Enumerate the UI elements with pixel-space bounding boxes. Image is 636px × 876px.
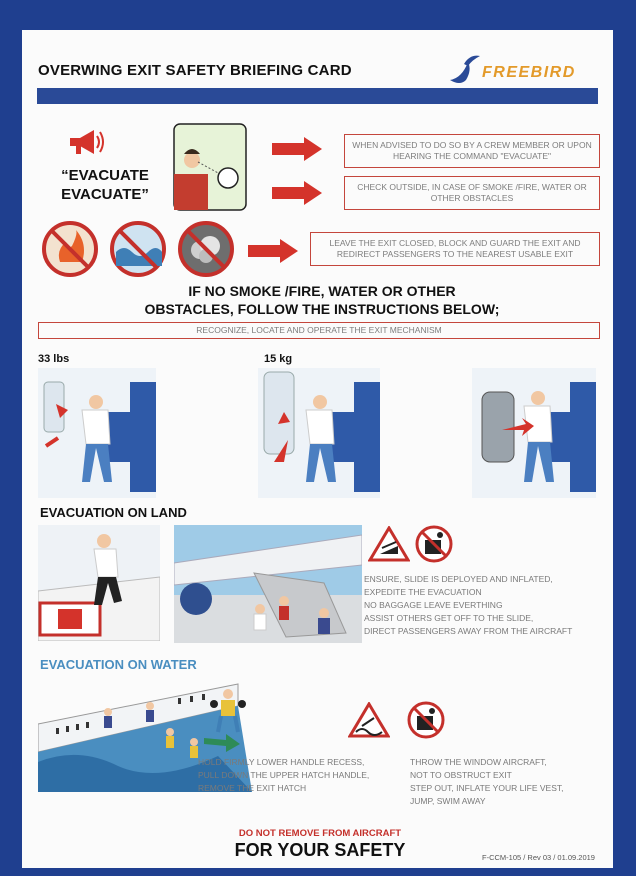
land-line: EXPEDITE THE EVACUATION — [364, 587, 482, 597]
no-baggage-icon — [414, 524, 454, 564]
land-exit-illustration — [38, 525, 160, 641]
document-reference: F-CCM-105 / Rev 03 / 01.09.2019 — [482, 853, 595, 862]
water-instructions-left — [198, 756, 388, 795]
water-right-line: NOT TO OBSTRUCT EXIT — [410, 770, 512, 780]
obstacles-heading — [62, 282, 582, 318]
header-rule — [37, 88, 598, 104]
exit-step-2-illustration — [258, 352, 380, 498]
water-right-line: JUMP, SWIM AWAY — [410, 796, 486, 806]
evacuate-line-1: “EVACUATE — [61, 167, 149, 184]
do-not-remove-warning: DO NOT REMOVE FROM AIRCRAFT — [238, 828, 402, 839]
evacuate-command — [40, 166, 170, 204]
recognize-exit-box: RECOGNIZE, LOCATE AND OPERATE THE EXIT MECHANISM — [38, 322, 600, 339]
land-line: NO BAGGAGE LEAVE EVERTHING — [364, 600, 503, 610]
instruction-box-leave-closed: LEAVE THE EXIT CLOSED, BLOCK AND GUARD THE EXIT AND REDIRECT PASSENGERS TO THE NEAREST USABLE EXIT — [310, 232, 600, 266]
water-right-line: STEP OUT, INFLATE YOUR LIFE VEST, — [410, 783, 564, 793]
water-heading: EVACUATION ON WATER — [40, 657, 197, 672]
slide-warning-icon — [368, 526, 410, 562]
card-title: OVERWING EXIT SAFETY BRIEFING CARD — [38, 62, 352, 79]
water-warning-icon — [348, 702, 390, 738]
water-right-line: THROW THE WINDOW AIRCRAFT, — [410, 757, 547, 767]
water-left-line: PULL DOWN THE UPPER HATCH HANDLE, — [198, 770, 370, 780]
bird-logo-icon — [446, 50, 486, 90]
water-instructions-right — [410, 756, 600, 808]
exit-step-1-illustration — [38, 352, 156, 498]
obstacles-heading-line-1: IF NO SMOKE /FIRE, WATER OR OTHER — [188, 283, 456, 299]
life-vest-person-icon — [208, 686, 248, 736]
water-left-line: HOLD FIRMLY LOWER HANDLE RECESS, — [198, 757, 365, 767]
instruction-box-crew: WHEN ADVISED TO DO SO BY A CREW MEMBER OR UPON HEARING THE COMMAND "EVACUATE" — [344, 134, 600, 168]
for-your-safety: FOR YOUR SAFETY — [234, 840, 406, 860]
land-line: DIRECT PASSENGERS AWAY FROM THE AIRCRAFT — [364, 626, 573, 636]
weight-lbs: 33 lbs — [38, 353, 70, 365]
safety-card — [22, 30, 613, 868]
megaphone-icon — [66, 128, 106, 156]
evacuate-line-2: EVACUATE” — [61, 186, 149, 203]
brand-logo — [446, 50, 606, 90]
water-arrow-icon — [202, 730, 242, 754]
obstacles-heading-line-2: OBSTACLES, FOLLOW THE INSTRUCTIONS BELOW; — [144, 301, 500, 317]
land-instructions — [364, 573, 604, 638]
exit-step-3-illustration — [472, 352, 596, 498]
arrow-right-icon — [270, 136, 324, 162]
arrow-right-icon — [246, 238, 300, 264]
no-fire-icon — [38, 220, 102, 278]
weight-kg: 15 kg — [264, 353, 293, 365]
no-smoke-icon — [174, 220, 238, 278]
land-heading: EVACUATION ON LAND — [40, 505, 187, 520]
no-baggage-water-icon — [406, 700, 446, 740]
arrow-right-icon — [270, 180, 324, 206]
look-outside-illustration — [172, 122, 248, 212]
water-left-line: REMOVE THE EXIT HATCH — [198, 783, 307, 793]
no-water-icon — [106, 220, 170, 278]
land-line: ASSIST OTHERS GET OFF TO THE SLIDE, — [364, 613, 534, 623]
land-line: ENSURE, SLIDE IS DEPLOYED AND INFLATED, — [364, 574, 553, 584]
slide-evacuation-illustration — [174, 525, 362, 643]
instruction-box-check-outside: CHECK OUTSIDE, IN CASE OF SMOKE /FIRE, WATER OR OTHER OBSTACLES — [344, 176, 600, 210]
brand-name: FREEBIRD — [482, 64, 576, 81]
